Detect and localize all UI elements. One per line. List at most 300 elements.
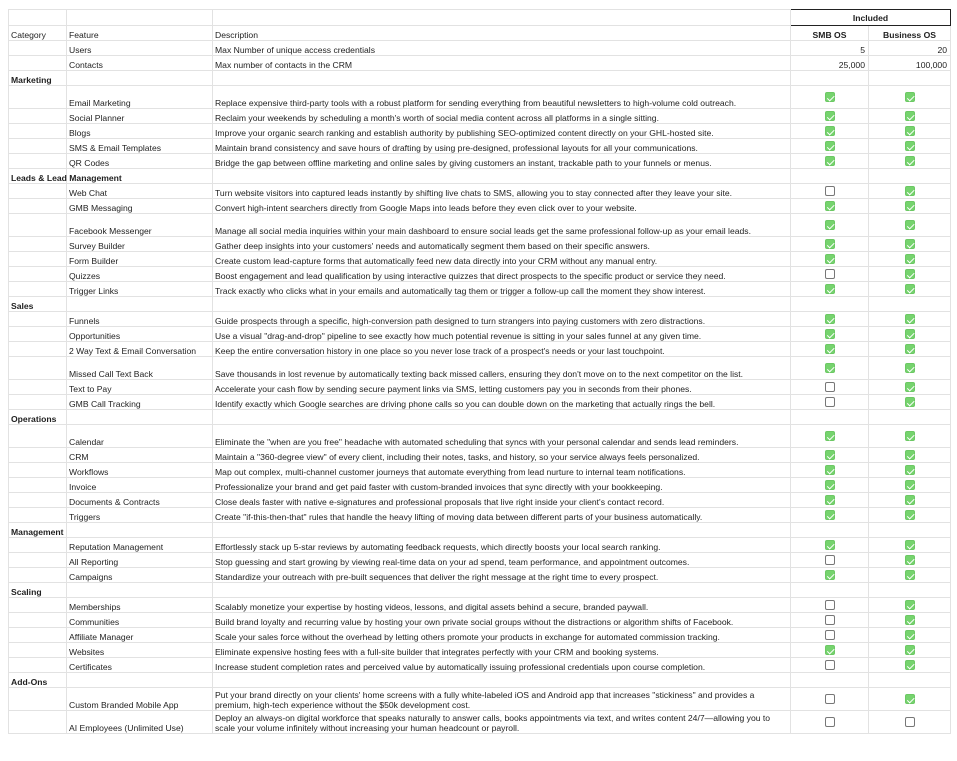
feature-name: Opportunities bbox=[67, 327, 213, 342]
checkbox-checked-icon[interactable] bbox=[905, 540, 915, 550]
feature-description: Max Number of unique access credentials bbox=[213, 41, 791, 56]
smb-os-cell bbox=[791, 342, 869, 357]
checkbox-unchecked-icon[interactable] bbox=[825, 382, 835, 392]
category-header: Category bbox=[9, 26, 67, 41]
checkbox-checked-icon[interactable] bbox=[905, 92, 915, 102]
checkbox-unchecked-icon[interactable] bbox=[825, 397, 835, 407]
empty-cell bbox=[9, 237, 67, 252]
business-os-cell bbox=[869, 86, 951, 109]
checkbox-checked-icon[interactable] bbox=[825, 220, 835, 230]
empty-cell bbox=[9, 628, 67, 643]
empty-cell bbox=[9, 538, 67, 553]
checkbox-checked-icon[interactable] bbox=[825, 495, 835, 505]
checkbox-checked-icon[interactable] bbox=[825, 570, 835, 580]
checkbox-checked-icon[interactable] bbox=[825, 329, 835, 339]
empty-cell bbox=[67, 71, 213, 86]
feature-name: GMB Call Tracking bbox=[67, 395, 213, 410]
table-row bbox=[9, 41, 951, 56]
checkbox-unchecked-icon[interactable] bbox=[825, 600, 835, 610]
feature-name: All Reporting bbox=[67, 553, 213, 568]
checkbox-checked-icon[interactable] bbox=[825, 254, 835, 264]
checkbox-checked-icon[interactable] bbox=[905, 397, 915, 407]
empty-cell bbox=[213, 410, 791, 425]
table-row bbox=[9, 688, 951, 711]
smb-os-cell bbox=[791, 184, 869, 199]
business-os-cell bbox=[869, 568, 951, 583]
empty-cell bbox=[9, 199, 67, 214]
empty-cell bbox=[67, 673, 213, 688]
feature-name: Contacts bbox=[67, 56, 213, 71]
smb-os-header: SMB OS bbox=[791, 26, 869, 41]
checkbox-checked-icon[interactable] bbox=[905, 201, 915, 211]
smb-os-cell bbox=[791, 425, 869, 448]
empty-cell bbox=[9, 380, 67, 395]
business-os-cell bbox=[869, 342, 951, 357]
empty-cell bbox=[67, 410, 213, 425]
empty-cell bbox=[869, 71, 951, 86]
checkbox-unchecked-icon[interactable] bbox=[825, 717, 835, 727]
checkbox-checked-icon[interactable] bbox=[825, 540, 835, 550]
category-row bbox=[9, 297, 951, 312]
smb-os-cell bbox=[791, 86, 869, 109]
feature-header: Feature bbox=[67, 26, 213, 41]
feature-name: Websites bbox=[67, 643, 213, 658]
table-row bbox=[9, 237, 951, 252]
feature-description: Professionalize your brand and get paid faster with custom-branded invoices that sync directly with your bookkeeping. bbox=[213, 478, 791, 493]
feature-description: Close deals faster with native e-signatures and professional proposals that live right inside your client's contact record. bbox=[213, 493, 791, 508]
checkbox-checked-icon[interactable] bbox=[905, 431, 915, 441]
table-row bbox=[9, 199, 951, 214]
feature-description: Boost engagement and lead qualification by using interactive quizzes that direct prospects to the specific product or service they need. bbox=[213, 267, 791, 282]
checkbox-checked-icon[interactable] bbox=[905, 570, 915, 580]
feature-name: GMB Messaging bbox=[67, 199, 213, 214]
empty-cell bbox=[9, 508, 67, 523]
feature-name: Survey Builder bbox=[67, 237, 213, 252]
business-os-cell bbox=[869, 448, 951, 463]
empty-cell bbox=[67, 583, 213, 598]
table-row bbox=[9, 342, 951, 357]
empty-cell bbox=[9, 10, 67, 26]
category-label: Sales bbox=[9, 297, 67, 312]
business-os-cell bbox=[869, 139, 951, 154]
business-os-cell bbox=[869, 124, 951, 139]
empty-cell bbox=[9, 658, 67, 673]
checkbox-checked-icon[interactable] bbox=[905, 156, 915, 166]
feature-description: Improve your organic search ranking and establish authority by publishing SEO-optimized content directly on your GHL-hosted site. bbox=[213, 124, 791, 139]
business-os-cell bbox=[869, 184, 951, 199]
smb-os-cell bbox=[791, 395, 869, 410]
checkbox-checked-icon[interactable] bbox=[825, 450, 835, 460]
category-label: Management bbox=[9, 523, 67, 538]
empty-cell bbox=[791, 583, 869, 598]
category-row bbox=[9, 523, 951, 538]
table-row bbox=[9, 628, 951, 643]
empty-cell bbox=[9, 613, 67, 628]
checkbox-checked-icon[interactable] bbox=[905, 615, 915, 625]
category-label: Leads & Lead Management bbox=[9, 169, 67, 184]
feature-description: Scale your sales force without the overhead by letting others promote your products in exchange for automated commission tracking. bbox=[213, 628, 791, 643]
feature-description: Track exactly who clicks what in your emails and automatically tag them or trigger a follow-up call the moment they show interest. bbox=[213, 282, 791, 297]
checkbox-checked-icon[interactable] bbox=[825, 645, 835, 655]
table-row bbox=[9, 598, 951, 613]
table-row bbox=[9, 124, 951, 139]
table-row bbox=[9, 380, 951, 395]
feature-description: Replace expensive third-party tools with a robust platform for sending everything from beautiful newsletters to high-volume cold outreach. bbox=[213, 86, 791, 109]
feature-description: Reclaim your weekends by scheduling a month's worth of social media content across all platforms in a single sitting. bbox=[213, 109, 791, 124]
table-row bbox=[9, 463, 951, 478]
smb-os-cell bbox=[791, 508, 869, 523]
category-row bbox=[9, 583, 951, 598]
business-os-cell bbox=[869, 109, 951, 124]
checkbox-checked-icon[interactable] bbox=[825, 201, 835, 211]
smb-os-cell bbox=[791, 553, 869, 568]
checkbox-unchecked-icon[interactable] bbox=[825, 660, 835, 670]
business-os-cell bbox=[869, 425, 951, 448]
feature-description: Manage all social media inquiries within your main dashboard to ensure social leads get the same professional follow-up as your email leads. bbox=[213, 214, 791, 237]
empty-cell bbox=[67, 10, 213, 26]
smb-os-cell bbox=[791, 478, 869, 493]
table-row bbox=[9, 357, 951, 380]
smb-os-cell bbox=[791, 643, 869, 658]
feature-name: Trigger Links bbox=[67, 282, 213, 297]
checkbox-checked-icon[interactable] bbox=[905, 645, 915, 655]
business-os-cell bbox=[869, 493, 951, 508]
smb-os-cell bbox=[791, 688, 869, 711]
empty-cell bbox=[213, 523, 791, 538]
feature-name: Communities bbox=[67, 613, 213, 628]
checkbox-unchecked-icon[interactable] bbox=[905, 717, 915, 727]
table-row bbox=[9, 613, 951, 628]
empty-cell bbox=[9, 598, 67, 613]
empty-cell bbox=[9, 568, 67, 583]
feature-description: Scalably monetize your expertise by hosting videos, lessons, and digital assets behind a secure, branded paywall. bbox=[213, 598, 791, 613]
empty-cell bbox=[9, 267, 67, 282]
table-row bbox=[9, 553, 951, 568]
empty-cell bbox=[9, 252, 67, 267]
feature-description: Identify exactly which Google searches are driving phone calls so you can double down on the marketing that actually rings the bell. bbox=[213, 395, 791, 410]
empty-cell bbox=[869, 169, 951, 184]
category-row bbox=[9, 673, 951, 688]
table-row bbox=[9, 184, 951, 199]
category-row bbox=[9, 71, 951, 86]
checkbox-unchecked-icon[interactable] bbox=[825, 630, 835, 640]
checkbox-checked-icon[interactable] bbox=[905, 254, 915, 264]
feature-name: Certificates bbox=[67, 658, 213, 673]
empty-cell bbox=[67, 523, 213, 538]
smb-os-cell bbox=[791, 448, 869, 463]
checkbox-checked-icon[interactable] bbox=[825, 480, 835, 490]
feature-name: AI Employees (Unlimited Use) bbox=[67, 711, 213, 734]
feature-description: Put your brand directly on your clients' home screens with a fully white-labeled iOS and Android app that increases "stickiness" and provides a premium, high-tech experience without the $50k development cost. bbox=[213, 688, 791, 711]
table-row bbox=[9, 568, 951, 583]
table-row bbox=[9, 86, 951, 109]
empty-cell bbox=[9, 41, 67, 56]
description-header: Description bbox=[213, 26, 791, 41]
empty-cell bbox=[9, 327, 67, 342]
header-row-top bbox=[9, 10, 951, 26]
feature-description: Eliminate the "when are you free" headache with automated scheduling that syncs with your personal calendar and sends lead reminders. bbox=[213, 425, 791, 448]
empty-cell bbox=[869, 673, 951, 688]
business-os-header: Business OS bbox=[869, 26, 951, 41]
empty-cell bbox=[67, 297, 213, 312]
smb-os-cell bbox=[791, 327, 869, 342]
checkbox-checked-icon[interactable] bbox=[825, 156, 835, 166]
checkbox-unchecked-icon[interactable] bbox=[825, 186, 835, 196]
feature-name: Affiliate Manager bbox=[67, 628, 213, 643]
feature-name: Custom Branded Mobile App bbox=[67, 688, 213, 711]
empty-cell bbox=[791, 523, 869, 538]
checkbox-unchecked-icon[interactable] bbox=[825, 694, 835, 704]
feature-description: Save thousands in lost revenue by automatically texting back missed callers, ensuring they don't move on to the next competitor on the list. bbox=[213, 357, 791, 380]
table-row bbox=[9, 478, 951, 493]
checkbox-checked-icon[interactable] bbox=[905, 555, 915, 565]
checkbox-checked-icon[interactable] bbox=[825, 239, 835, 249]
feature-name: Form Builder bbox=[67, 252, 213, 267]
empty-cell bbox=[9, 342, 67, 357]
checkbox-checked-icon[interactable] bbox=[825, 465, 835, 475]
smb-os-cell bbox=[791, 312, 869, 327]
table-row bbox=[9, 154, 951, 169]
checkbox-checked-icon[interactable] bbox=[905, 465, 915, 475]
table-row bbox=[9, 493, 951, 508]
feature-name: Missed Call Text Back bbox=[67, 357, 213, 380]
smb-os-cell bbox=[791, 237, 869, 252]
empty-cell bbox=[791, 169, 869, 184]
feature-description: Maintain a "360-degree view" of every client, including their notes, tasks, and history, so your service always feels personalized. bbox=[213, 448, 791, 463]
feature-name: Quizzes bbox=[67, 267, 213, 282]
feature-description: Create custom lead-capture forms that automatically feed new data directly into your CRM without any manual entry. bbox=[213, 252, 791, 267]
checkbox-checked-icon[interactable] bbox=[825, 344, 835, 354]
feature-name: CRM bbox=[67, 448, 213, 463]
checkbox-checked-icon[interactable] bbox=[905, 329, 915, 339]
checkbox-checked-icon[interactable] bbox=[905, 450, 915, 460]
feature-name: Triggers bbox=[67, 508, 213, 523]
category-row bbox=[9, 169, 951, 184]
feature-name: Documents & Contracts bbox=[67, 493, 213, 508]
business-os-cell bbox=[869, 312, 951, 327]
empty-cell bbox=[9, 478, 67, 493]
smb-os-cell bbox=[791, 267, 869, 282]
features-comparison-table bbox=[8, 9, 951, 734]
checkbox-checked-icon[interactable] bbox=[905, 630, 915, 640]
smb-os-value: 25,000 bbox=[791, 56, 869, 71]
checkbox-checked-icon[interactable] bbox=[905, 363, 915, 373]
checkbox-checked-icon[interactable] bbox=[905, 382, 915, 392]
table-row bbox=[9, 327, 951, 342]
smb-os-cell bbox=[791, 598, 869, 613]
business-os-cell bbox=[869, 613, 951, 628]
smb-os-cell bbox=[791, 568, 869, 583]
smb-os-cell bbox=[791, 357, 869, 380]
checkbox-checked-icon[interactable] bbox=[825, 111, 835, 121]
checkbox-checked-icon[interactable] bbox=[825, 363, 835, 373]
business-os-cell bbox=[869, 711, 951, 734]
smb-os-cell bbox=[791, 124, 869, 139]
feature-description: Increase student completion rates and perceived value by automatically issuing professional credentials upon course completion. bbox=[213, 658, 791, 673]
empty-cell bbox=[213, 583, 791, 598]
feature-description: Maintain brand consistency and save hours of drafting by using pre-designed, professional layouts for all your communications. bbox=[213, 139, 791, 154]
feature-name: 2 Way Text & Email Conversation bbox=[67, 342, 213, 357]
table-row bbox=[9, 214, 951, 237]
smb-os-cell bbox=[791, 199, 869, 214]
empty-cell bbox=[9, 139, 67, 154]
feature-name: Campaigns bbox=[67, 568, 213, 583]
empty-cell bbox=[9, 214, 67, 237]
feature-description: Convert high-intent searchers directly from Google Maps into leads before they even click over to your website. bbox=[213, 199, 791, 214]
category-label: Scaling bbox=[9, 583, 67, 598]
table-row bbox=[9, 658, 951, 673]
business-os-cell bbox=[869, 463, 951, 478]
feature-description: Eliminate expensive hosting fees with a full-site builder that integrates perfectly with your CRM and booking systems. bbox=[213, 643, 791, 658]
business-os-cell bbox=[869, 199, 951, 214]
empty-cell bbox=[9, 282, 67, 297]
business-os-value: 20 bbox=[869, 41, 951, 56]
checkbox-checked-icon[interactable] bbox=[905, 126, 915, 136]
feature-name: Calendar bbox=[67, 425, 213, 448]
business-os-cell bbox=[869, 598, 951, 613]
table-row bbox=[9, 282, 951, 297]
empty-cell bbox=[213, 10, 791, 26]
feature-name: Blogs bbox=[67, 124, 213, 139]
smb-os-cell bbox=[791, 252, 869, 267]
feature-name: Funnels bbox=[67, 312, 213, 327]
business-os-cell bbox=[869, 252, 951, 267]
empty-cell bbox=[9, 395, 67, 410]
feature-description: Create "if-this-then-that" rules that handle the heavy lifting of moving data between different parts of your business automatically. bbox=[213, 508, 791, 523]
empty-cell bbox=[9, 425, 67, 448]
empty-cell bbox=[9, 553, 67, 568]
table-row bbox=[9, 395, 951, 410]
checkbox-checked-icon[interactable] bbox=[905, 269, 915, 279]
feature-description: Deploy an always-on digital workforce that speaks naturally to answer calls, books appointments via text, and writes content 24/7—allowing you to scale your volume infinitely without increasing your human headcount or payroll. bbox=[213, 711, 791, 734]
smb-os-cell bbox=[791, 214, 869, 237]
empty-cell bbox=[791, 673, 869, 688]
checkbox-checked-icon[interactable] bbox=[905, 660, 915, 670]
business-os-cell bbox=[869, 357, 951, 380]
table-row bbox=[9, 56, 951, 71]
checkbox-checked-icon[interactable] bbox=[825, 141, 835, 151]
checkbox-checked-icon[interactable] bbox=[905, 111, 915, 121]
smb-os-cell bbox=[791, 613, 869, 628]
smb-os-cell bbox=[791, 463, 869, 478]
category-row bbox=[9, 410, 951, 425]
business-os-cell bbox=[869, 553, 951, 568]
feature-description: Max number of contacts in the CRM bbox=[213, 56, 791, 71]
feature-name: SMS & Email Templates bbox=[67, 139, 213, 154]
checkbox-checked-icon[interactable] bbox=[905, 314, 915, 324]
table-row bbox=[9, 711, 951, 734]
empty-cell bbox=[9, 312, 67, 327]
feature-name: Text to Pay bbox=[67, 380, 213, 395]
checkbox-checked-icon[interactable] bbox=[825, 431, 835, 441]
business-os-cell bbox=[869, 237, 951, 252]
checkbox-checked-icon[interactable] bbox=[905, 186, 915, 196]
table-row bbox=[9, 508, 951, 523]
empty-cell bbox=[869, 523, 951, 538]
checkbox-checked-icon[interactable] bbox=[905, 239, 915, 249]
table-row bbox=[9, 538, 951, 553]
checkbox-checked-icon[interactable] bbox=[825, 510, 835, 520]
feature-description: Build brand loyalty and recurring value by hosting your own private social groups without the distractions or algorithm shifts of Facebook. bbox=[213, 613, 791, 628]
empty-cell bbox=[9, 86, 67, 109]
business-os-cell bbox=[869, 282, 951, 297]
table-row bbox=[9, 425, 951, 448]
checkbox-unchecked-icon[interactable] bbox=[825, 269, 835, 279]
checkbox-checked-icon[interactable] bbox=[825, 92, 835, 102]
table-row bbox=[9, 267, 951, 282]
smb-os-cell bbox=[791, 658, 869, 673]
feature-name: Facebook Messenger bbox=[67, 214, 213, 237]
checkbox-checked-icon[interactable] bbox=[905, 600, 915, 610]
empty-cell bbox=[213, 169, 791, 184]
table-row bbox=[9, 109, 951, 124]
checkbox-unchecked-icon[interactable] bbox=[825, 555, 835, 565]
feature-name: Memberships bbox=[67, 598, 213, 613]
feature-name: Users bbox=[67, 41, 213, 56]
empty-cell bbox=[9, 109, 67, 124]
empty-cell bbox=[791, 297, 869, 312]
smb-os-cell bbox=[791, 711, 869, 734]
empty-cell bbox=[791, 410, 869, 425]
smb-os-cell bbox=[791, 538, 869, 553]
smb-os-cell bbox=[791, 109, 869, 124]
checkbox-checked-icon[interactable] bbox=[825, 314, 835, 324]
smb-os-cell bbox=[791, 380, 869, 395]
checkbox-checked-icon[interactable] bbox=[905, 495, 915, 505]
checkbox-checked-icon[interactable] bbox=[825, 126, 835, 136]
empty-cell bbox=[791, 71, 869, 86]
smb-os-cell bbox=[791, 139, 869, 154]
empty-cell bbox=[213, 297, 791, 312]
table-body bbox=[9, 10, 951, 734]
checkbox-checked-icon[interactable] bbox=[905, 141, 915, 151]
feature-name: Web Chat bbox=[67, 184, 213, 199]
checkbox-unchecked-icon[interactable] bbox=[825, 615, 835, 625]
checkbox-checked-icon[interactable] bbox=[905, 510, 915, 520]
checkbox-checked-icon[interactable] bbox=[905, 694, 915, 704]
business-os-cell bbox=[869, 538, 951, 553]
checkbox-checked-icon[interactable] bbox=[905, 344, 915, 354]
table-row bbox=[9, 252, 951, 267]
checkbox-checked-icon[interactable] bbox=[905, 220, 915, 230]
empty-cell bbox=[9, 357, 67, 380]
empty-cell bbox=[869, 410, 951, 425]
checkbox-checked-icon[interactable] bbox=[905, 284, 915, 294]
empty-cell bbox=[9, 463, 67, 478]
empty-cell bbox=[869, 583, 951, 598]
feature-description: Stop guessing and start growing by viewing real-time data on your ad spend, team performance, and appointment outcomes. bbox=[213, 553, 791, 568]
feature-description: Map out complex, multi-channel customer journeys that automate everything from lead nurture to internal team notifications. bbox=[213, 463, 791, 478]
checkbox-checked-icon[interactable] bbox=[905, 480, 915, 490]
category-label: Operations bbox=[9, 410, 67, 425]
business-os-cell bbox=[869, 154, 951, 169]
feature-description: Keep the entire conversation history in one place so you never lose track of a prospect's needs or your last touchpoint. bbox=[213, 342, 791, 357]
smb-os-cell bbox=[791, 493, 869, 508]
empty-cell bbox=[9, 643, 67, 658]
empty-cell bbox=[9, 711, 67, 734]
feature-name: Social Planner bbox=[67, 109, 213, 124]
business-os-cell bbox=[869, 267, 951, 282]
included-header: Included bbox=[791, 10, 951, 26]
empty-cell bbox=[9, 688, 67, 711]
header-row bbox=[9, 26, 951, 41]
checkbox-checked-icon[interactable] bbox=[825, 284, 835, 294]
business-os-cell bbox=[869, 395, 951, 410]
smb-os-cell bbox=[791, 628, 869, 643]
feature-name: QR Codes bbox=[67, 154, 213, 169]
table-row bbox=[9, 643, 951, 658]
empty-cell bbox=[9, 448, 67, 463]
